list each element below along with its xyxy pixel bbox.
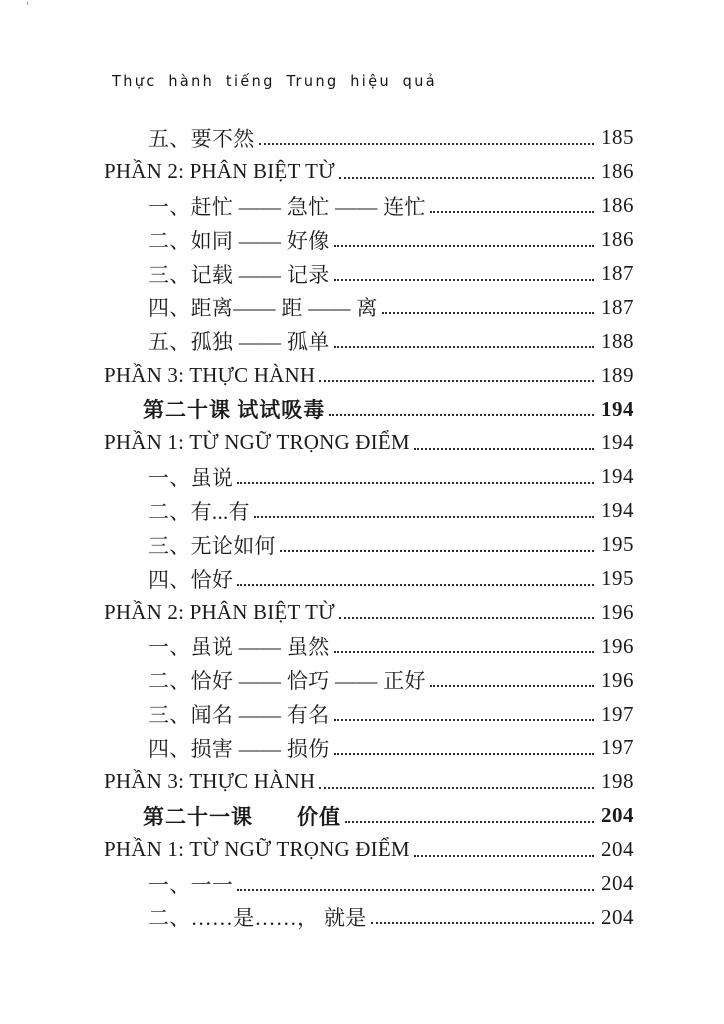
toc-dot-leader (414, 855, 594, 857)
toc-entry (104, 528, 634, 562)
toc-entry-page: 196 (601, 633, 634, 658)
toc-entry-page: 198 (601, 769, 634, 794)
toc-entry (104, 189, 634, 223)
toc-entry-label: 一、赶忙 —— 急忙 —— 连忙 (148, 194, 426, 219)
toc-entry-label: 四、距离—— 距 —— 离 (148, 296, 378, 321)
toc-dot-leader (339, 177, 594, 179)
toc-entry-page: 187 (601, 294, 634, 319)
toc-dot-leader (371, 922, 594, 924)
toc-entry-page: 195 (601, 532, 634, 557)
toc-entry-page: 204 (601, 837, 634, 862)
toc-dot-leader (334, 245, 595, 247)
toc-entry-page: 187 (601, 261, 634, 285)
toc-entry-label: PHẦN 1: TỪ NGỮ TRỌNG ĐIỂM (104, 837, 410, 862)
toc-entry-page: 188 (601, 328, 634, 353)
toc-entry-label: PHẦN 3: THỰC HÀNH (104, 362, 316, 387)
toc-entry (104, 595, 634, 629)
toc-entry (104, 392, 634, 426)
toc-dot-leader (280, 550, 594, 552)
toc-dot-leader (345, 821, 594, 823)
toc-entry-label: 一、虽说 (148, 465, 234, 490)
toc-entry-page: 186 (601, 159, 634, 184)
toc-entry-label: 三、记载 —— 记录 (148, 262, 330, 287)
toc-entry (104, 833, 634, 867)
toc-dot-leader (329, 414, 594, 416)
toc-entry (104, 223, 634, 257)
scan-artifact-mark: ' (26, 0, 30, 13)
toc-entry-page: 196 (601, 667, 634, 692)
toc-entry-label: 二、有...有 (148, 499, 250, 524)
toc-dot-leader (319, 787, 594, 789)
toc-dot-leader (334, 719, 595, 721)
toc-entry-page: 197 (601, 735, 634, 760)
toc-entry-label: 第二十课 试试吸毒 (143, 398, 326, 423)
toc-dot-leader (259, 143, 595, 145)
toc-entry (104, 629, 634, 663)
toc-entry-page: 204 (601, 904, 634, 929)
toc-entry (104, 324, 634, 358)
toc-dot-leader (334, 651, 595, 653)
table-of-contents (104, 121, 634, 934)
toc-dot-leader (414, 448, 594, 450)
toc-entry (104, 358, 634, 392)
toc-entry (104, 697, 634, 731)
toc-entry-page: 194 (601, 498, 634, 523)
toc-entry-label: 第二十一课 价值 (143, 804, 341, 829)
toc-dot-leader (382, 312, 594, 314)
toc-entry (104, 494, 634, 528)
toc-entry (104, 257, 634, 291)
toc-entry-label: PHẦN 2: PHÂN BIỆT TỪ (104, 159, 335, 184)
toc-dot-leader (334, 346, 595, 348)
toc-entry-page: 204 (601, 803, 634, 828)
toc-entry-label: 五、孤独 —— 孤单 (148, 330, 330, 355)
toc-entry-page: 197 (601, 701, 634, 726)
toc-entry (104, 867, 634, 901)
toc-dot-leader (430, 685, 594, 687)
toc-dot-leader (339, 617, 594, 619)
toc-entry-label: 三、闻名 —— 有名 (148, 703, 330, 728)
toc-entry-label: PHẦN 2: PHÂN BIỆT TỪ (104, 599, 335, 624)
toc-entry-label: 一、一一 (148, 872, 234, 897)
toc-dot-leader (334, 753, 595, 755)
toc-entry-label: PHẦN 1: TỪ NGỮ TRỌNG ĐIỂM (104, 430, 410, 455)
toc-entry-label: 三、无论如何 (148, 533, 276, 558)
toc-dot-leader (319, 380, 594, 382)
toc-entry (104, 731, 634, 765)
running-header-book-title: Thực hành tiếng Trung hiệu quả (112, 72, 438, 90)
toc-entry (104, 426, 634, 460)
toc-entry-label: 二、如同 —— 好像 (148, 228, 330, 253)
toc-entry-page: 194 (601, 430, 634, 455)
toc-entry-page: 194 (601, 396, 634, 421)
toc-entry-page: 185 (601, 125, 634, 150)
toc-entry-label: 四、损害 —— 损伤 (148, 736, 330, 761)
toc-entry-page: 189 (601, 362, 634, 387)
toc-entry-label: 四、恰好 (148, 567, 234, 592)
toc-entry (104, 799, 634, 833)
toc-entry (104, 155, 634, 189)
toc-entry-label: 二、……是……， 就是 (148, 906, 367, 931)
toc-entry (104, 562, 634, 596)
toc-entry-label: 一、虽说 —— 虽然 (148, 635, 330, 660)
toc-entry-page: 204 (601, 871, 634, 896)
toc-entry-label: 五、要不然 (148, 126, 255, 151)
toc-dot-leader (430, 211, 594, 213)
toc-dot-leader (237, 482, 594, 484)
toc-entry (104, 900, 634, 934)
toc-entry-page: 195 (601, 566, 634, 591)
toc-dot-leader (237, 889, 594, 891)
toc-dot-leader (237, 584, 594, 586)
toc-dot-leader (334, 279, 595, 281)
toc-entry (104, 663, 634, 697)
toc-entry-page: 186 (601, 227, 634, 252)
toc-entry-page: 196 (601, 599, 634, 624)
toc-entry (104, 121, 634, 155)
toc-entry (104, 460, 634, 494)
toc-entry-label: 二、恰好 —— 恰巧 —— 正好 (148, 669, 426, 694)
toc-entry-label: PHẦN 3: THỰC HÀNH (104, 769, 316, 794)
toc-entry (104, 290, 634, 324)
toc-dot-leader (254, 516, 594, 518)
toc-entry (104, 765, 634, 799)
toc-entry-page: 194 (601, 464, 634, 489)
toc-entry-page: 186 (601, 193, 634, 218)
